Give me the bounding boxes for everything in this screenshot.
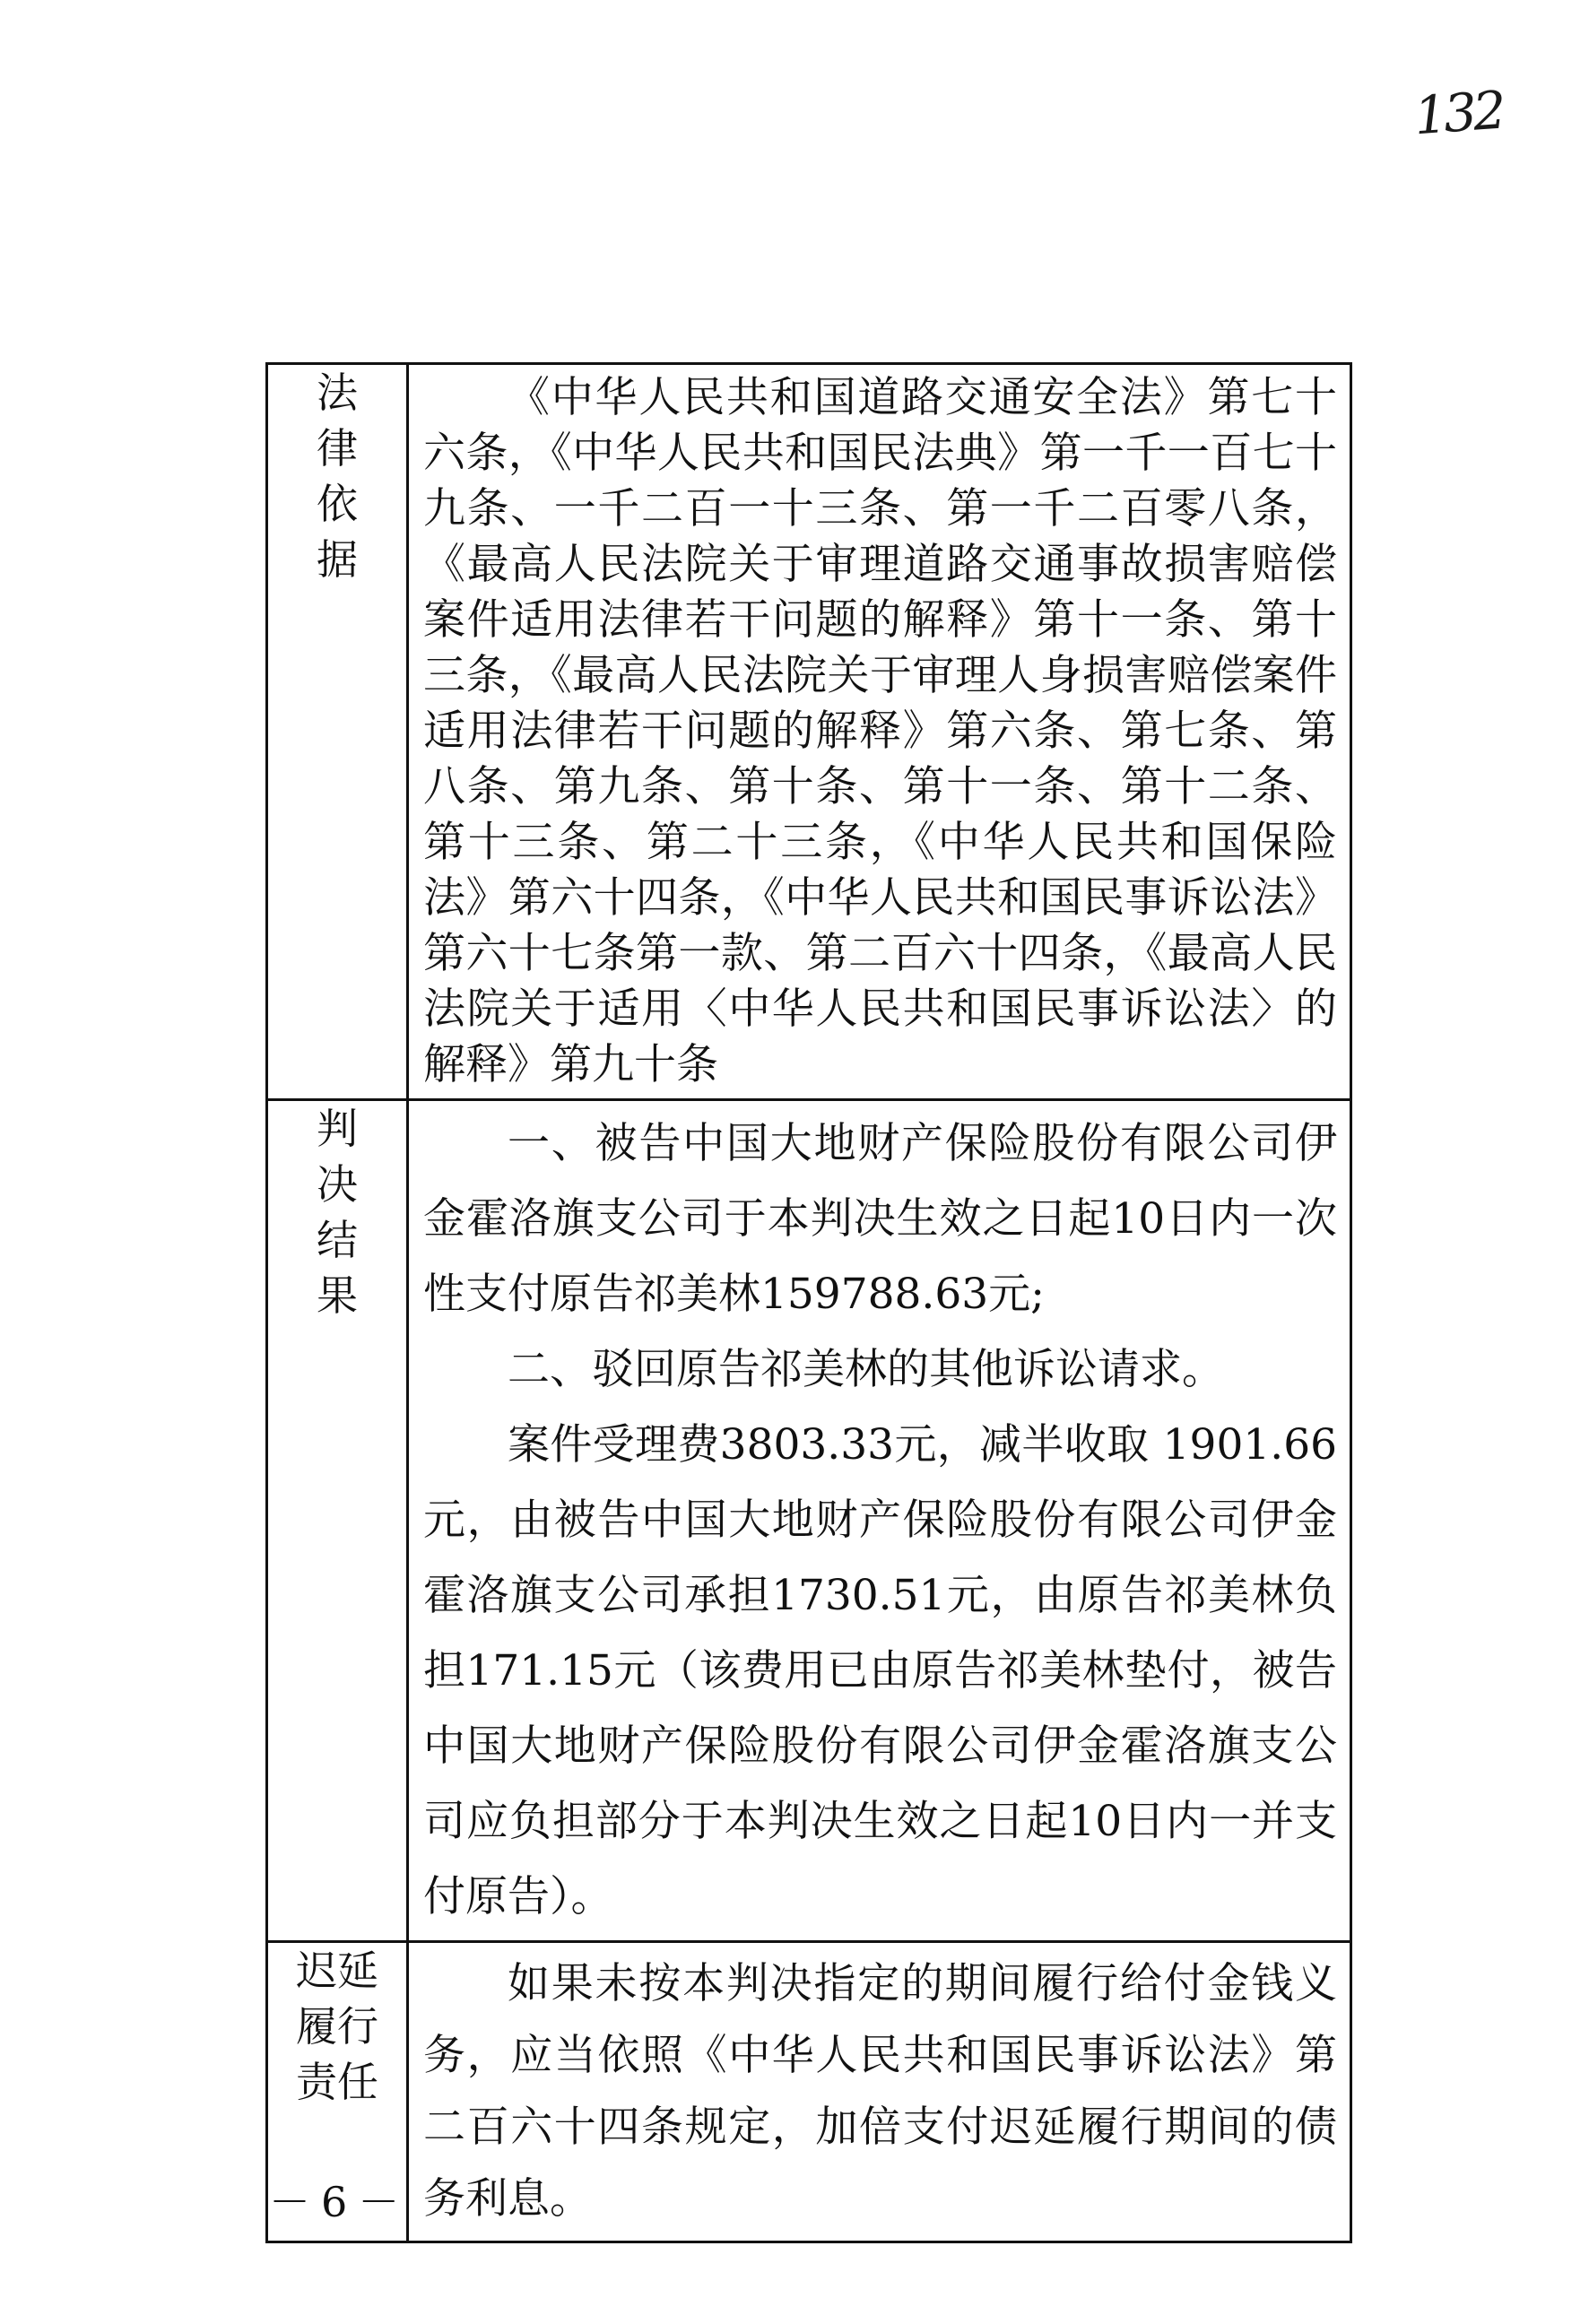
legal-basis-text: 《中华人民共和国道路交通安全法》第七十六条，《中华人民共和国民法典》第一千一百七十九条、一千二百一十三条、第一千二百零八条，《最高人民法院关于审理道路交通事故损害赔偿案件适用法律若干问题的解释》第十一条、第十三条，《最高人民法院关于审理人身损害赔偿案件适用法律若干问题的解释》第六条、第七条、第八条、第九条、第十条、第十一条、第十二条、第十三条、第二十三条，《中华人民共和国保险法》第六十四条，《中华人民共和国民事诉讼法》第六十七条第一款、第二百六十四条，《最高人民法院关于适用〈中华人民共和国民事诉讼法〉的解释》第九十条 — [423, 373, 1337, 1089]
legal-basis-content — [408, 364, 1351, 1100]
row-judgment-result — [267, 1100, 1351, 1942]
row-delay-liability — [267, 1942, 1351, 2242]
delay-liability-content — [408, 1942, 1351, 2242]
label-legal-basis: 法律依据 — [267, 364, 408, 1100]
judgment-item-2: 二、驳回原告祁美林的其他诉讼请求。 — [508, 1345, 1224, 1394]
court-fee-text: 案件受理费3803.33元，减半收取 1901.66元，由被告中国大地财产保险股份有限公司伊金霍洛旗支公司承担1730.51元，由原告祁美林负担171.15元（该费用已由原告祁美林垫付，被告中国大地财产保险股份有限公司伊金霍洛旗支公司应负担部分于本判决生效之日起10日内一并支付原告）。 — [423, 1420, 1337, 1921]
judgment-result-content — [408, 1100, 1351, 1942]
row-legal-basis — [267, 364, 1351, 1100]
judgment-table — [265, 362, 1352, 2243]
label-judgment-result: 判决结果 — [267, 1100, 408, 1942]
judgment-item-1: 一、被告中国大地财产保险股份有限公司伊金霍洛旗支公司于本判决生效之日起10日内一次性支付原告祁美林159788.63元; — [423, 1119, 1337, 1319]
handwritten-page-number: 132 — [1412, 79, 1506, 147]
delay-liability-text: 如果未按本判决指定的期间履行给付金钱义务，应当依照《中华人民共和国民事诉讼法》第二百六十四条规定，加倍支付迟延履行期间的债务利息。 — [423, 1959, 1337, 2224]
label-delay-liability: 迟延履行责任 — [267, 1942, 408, 2242]
page-number: －6－ — [269, 2178, 411, 2226]
